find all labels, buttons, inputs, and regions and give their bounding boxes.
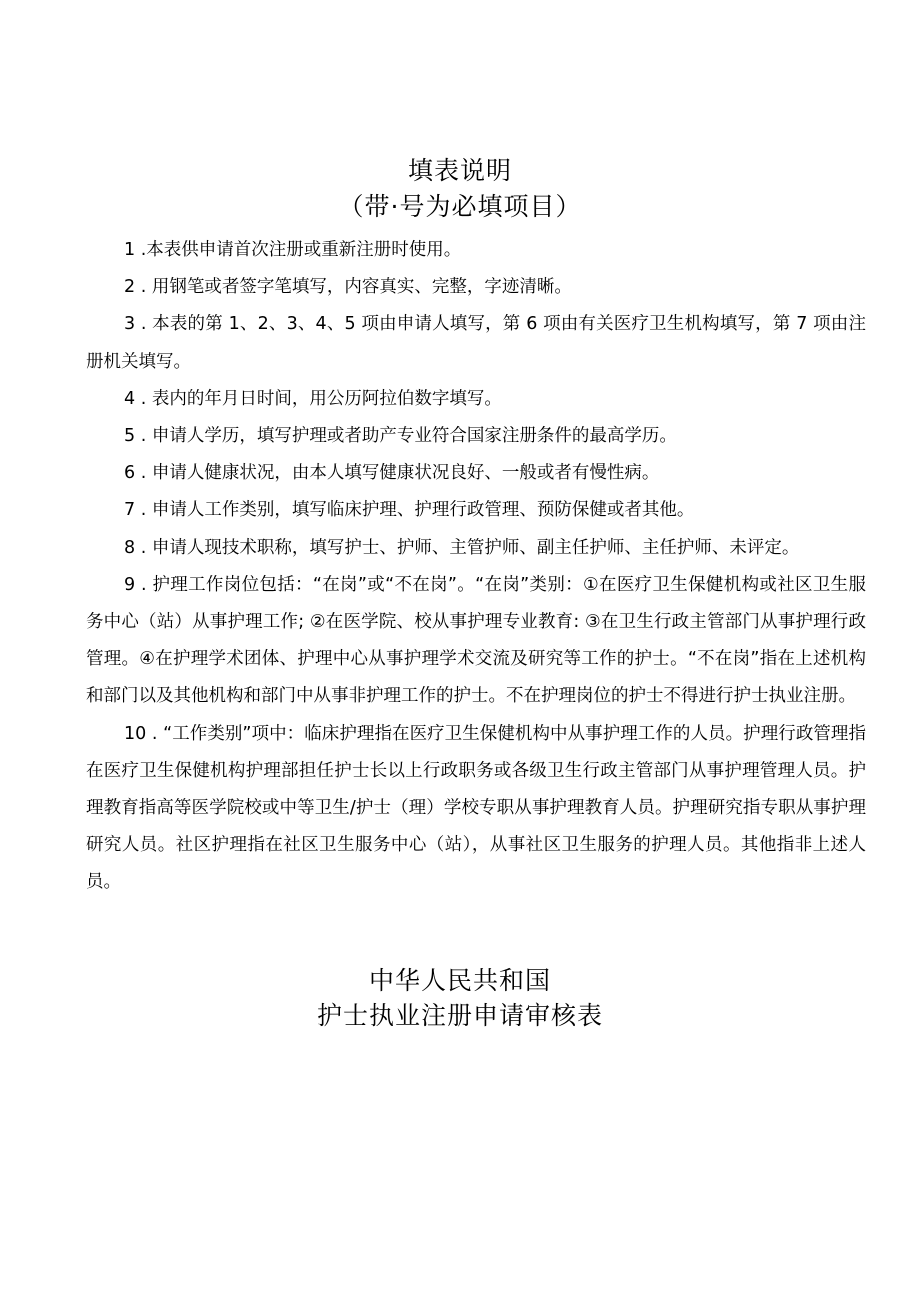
instructions-title: 填表说明 — [407, 156, 512, 185]
instruction-item-3 — [86, 306, 866, 380]
item-text: . 用钢笔或者签字笔填写，内容真实、完整，字迹清晰。 — [135, 277, 572, 298]
item-text: . 申请人学历，填写护理或者助产专业符合国家注册条件的最高学历。 — [135, 426, 677, 447]
item-number: 2 — [124, 277, 136, 298]
item-number: 7 — [124, 500, 136, 521]
instruction-item-1 — [86, 232, 866, 269]
item-text: .本表供申请首次注册或重新注册时使用。 — [135, 240, 462, 260]
instructions-list — [86, 232, 866, 902]
instruction-item-2 — [86, 269, 866, 306]
item-text: . 本表的第 1、2、3、4、5 项由申请人填写，第 6 项由有关医疗卫生机构填写，第 7 项由注册机关填写。 — [86, 314, 866, 372]
form-title-country: 中华人民共和国 — [368, 966, 551, 995]
instruction-item-10 — [86, 716, 866, 902]
instruction-item-8 — [86, 530, 866, 567]
item-number: 8 — [124, 537, 136, 558]
item-number: 5 — [124, 426, 136, 447]
item-text: . 申请人健康状况，由本人填写健康状况良好、一般或者有慢性病。 — [135, 463, 660, 484]
item-text: . 申请人现技术职称，填写护士、护师、主管护师、副主任护师、主任护师、未评定。 — [135, 537, 800, 558]
instruction-item-6 — [86, 455, 866, 492]
instruction-item-7 — [86, 492, 866, 529]
item-number: 6 — [124, 463, 136, 484]
item-number: 9 — [124, 574, 136, 595]
instructions-subtitle: （带·号为必填项目） — [338, 192, 582, 221]
item-number: 4 — [124, 388, 136, 409]
form-title-name: 护士执业注册申请审核表 — [316, 1001, 603, 1030]
item-text: . 表内的年月日时间，用公历阿拉伯数字填写。 — [135, 388, 502, 409]
item-text: . 护理工作岗位包括：“在岗”或“不在岗”。“在岗”类别：①在医疗卫生保健机构或社区卫生服务中心（站）从事护理工作; ②在医学院、校从事护理专业教育: ③在卫生行政主管部门从事护理行政管理。④在护理学术团体、护理中心从事护理学术交流及研究等工作的护士。“不在岗”指在上述机构和部门以及其他机构和部门中从事非护理工作的护士。不在护理岗位的护士不得进行护士执业注册。 — [86, 574, 866, 707]
instruction-item-4 — [86, 381, 866, 418]
item-text: . 申请人工作类别，填写临床护理、护理行政管理、预防保健或者其他。 — [135, 500, 695, 521]
instruction-item-5 — [86, 418, 866, 455]
item-number: 10 — [124, 723, 147, 744]
instruction-item-9 — [86, 567, 866, 716]
item-text: . “工作类别”项中：临床护理指在医疗卫生保健机构中从事护理工作的人员。护理行政管理指在医疗卫生保健机构护理部担任护士长以上行政职务或各级卫生行政主管部门从事护理管理人员。护理教育指高等医学院校或中等卫生/护士（理）学校专职从事护理教育人员。护理研究指专职从事护理研究人员。社区护理指在社区卫生服务中心（站），从事社区卫生服务的护理人员。其他指非上述人员。 — [86, 723, 866, 893]
item-number: 3 — [124, 314, 136, 335]
item-number: 1 — [124, 240, 136, 260]
